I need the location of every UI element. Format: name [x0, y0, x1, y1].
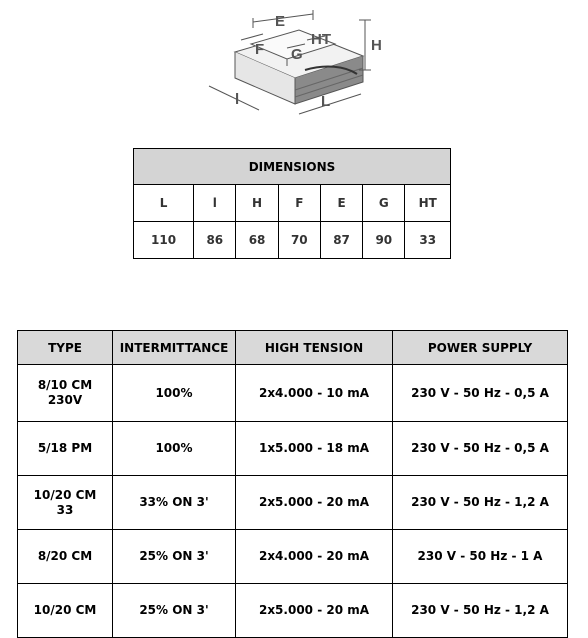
spec-type: 5/18 PM — [18, 422, 113, 476]
dim-header-e: E — [320, 185, 362, 222]
spec-type: 8/20 CM — [18, 530, 113, 584]
spec-header-intermittance: INTERMITTANCE — [113, 331, 236, 365]
dimensions-title: DIMENSIONS — [134, 149, 451, 185]
dim-header-ht: HT — [405, 185, 451, 222]
table-row — [18, 584, 568, 638]
dim-value-f: 70 — [278, 222, 320, 259]
dim-value-h: 68 — [236, 222, 278, 259]
spec-high-tension: 2x5.000 - 20 mA — [236, 476, 393, 530]
diagram-label-l-small: l — [235, 91, 240, 108]
dim-value-ht: 33 — [405, 222, 451, 259]
dim-value-l: 110 — [134, 222, 194, 259]
spec-type: 10/20 CM — [18, 584, 113, 638]
spec-intermittance: 25% ON 3' — [113, 530, 236, 584]
spec-high-tension: 2x4.000 - 10 mA — [236, 365, 393, 422]
diagram-label-f: F — [255, 41, 265, 58]
specifications-table — [17, 330, 568, 638]
diagram-label-ht: HT — [311, 31, 331, 48]
diagram-label-h: H — [371, 37, 382, 54]
dim-header-f: F — [278, 185, 320, 222]
spec-type: 8/10 CM 230V — [18, 365, 113, 422]
spec-intermittance: 33% ON 3' — [113, 476, 236, 530]
dim-value-g: 90 — [363, 222, 405, 259]
table-row — [18, 422, 568, 476]
spec-high-tension: 2x5.000 - 20 mA — [236, 584, 393, 638]
dim-value-l-small: 86 — [194, 222, 236, 259]
dimensions-table — [133, 148, 451, 259]
diagram-label-l-large: L — [321, 93, 331, 110]
diagram-label-e: E — [275, 13, 286, 30]
dim-value-e: 87 — [320, 222, 362, 259]
spec-header-type: TYPE — [18, 331, 113, 365]
table-row — [18, 530, 568, 584]
spec-header-high-tension: HIGH TENSION — [236, 331, 393, 365]
spec-intermittance: 100% — [113, 365, 236, 422]
spec-high-tension: 2x4.000 - 20 mA — [236, 530, 393, 584]
spec-power-supply: 230 V - 50 Hz - 0,5 A — [393, 422, 568, 476]
spec-power-supply: 230 V - 50 Hz - 0,5 A — [393, 365, 568, 422]
dim-header-l: L — [134, 185, 194, 222]
transformer-dimension-drawing-icon — [195, 4, 395, 132]
spec-type: 10/20 CM 33 — [18, 476, 113, 530]
spec-header-row — [18, 331, 568, 365]
table-row — [18, 476, 568, 530]
spec-intermittance: 25% ON 3' — [113, 584, 236, 638]
spec-power-supply: 230 V - 50 Hz - 1 A — [393, 530, 568, 584]
dim-header-l-small: l — [194, 185, 236, 222]
spec-power-supply: 230 V - 50 Hz - 1,2 A — [393, 584, 568, 638]
dim-header-g: G — [363, 185, 405, 222]
spec-intermittance: 100% — [113, 422, 236, 476]
spec-high-tension: 1x5.000 - 18 mA — [236, 422, 393, 476]
diagram-label-g: G — [291, 46, 303, 63]
dim-header-h: H — [236, 185, 278, 222]
table-row — [18, 365, 568, 422]
spec-power-supply: 230 V - 50 Hz - 1,2 A — [393, 476, 568, 530]
spec-header-power-supply: POWER SUPPLY — [393, 331, 568, 365]
